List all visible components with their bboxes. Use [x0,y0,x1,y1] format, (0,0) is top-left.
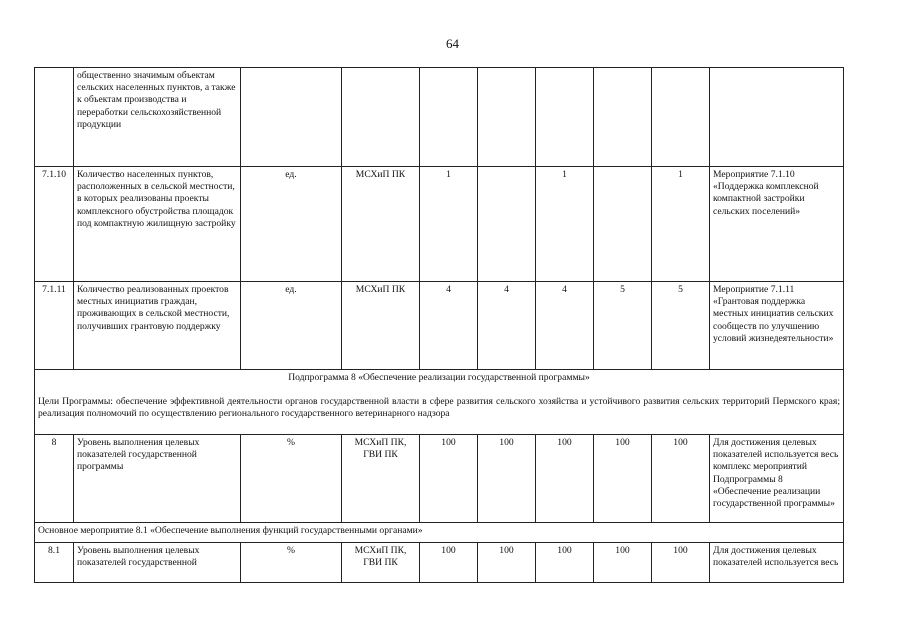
executor-cell [342,68,420,167]
table-row [35,435,844,523]
indicator-name: Уровень выполнения целевых показателей государственной [74,543,241,583]
value-cell [536,68,594,167]
main-measure-row [35,523,844,543]
value-cell: 100 [536,435,594,523]
table-row [35,282,844,370]
executor-cell: МСХиП ПК [342,282,420,370]
measure-cell: Для достижения целевых показателей используется весь комплекс мероприятий Подпрограммы 8 «Обеспечение реализации государственной программы» [710,435,844,523]
row-number [35,68,74,167]
value-cell: 100 [420,543,478,583]
row-number: 8.1 [35,543,74,583]
measure-cell: Мероприятие 7.1.11 «Грантовая поддержка местных инициатив сельских сообществ по улучшению условий жизнедеятельности» [710,282,844,370]
indicator-name: Количество реализованных проектов местных инициатив граждан, проживающих в сельской местности, получивших грантовую поддержку [74,282,241,370]
value-cell: 4 [536,282,594,370]
measure-cell: Для достижения целевых показателей используется весь [710,543,844,583]
indicator-name: Уровень выполнения целевых показателей государственной программы [74,435,241,523]
value-cell: 5 [652,282,710,370]
subprogram-section [35,370,844,435]
value-cell: 100 [420,435,478,523]
value-cell: 1 [420,167,478,282]
value-cell: 1 [536,167,594,282]
row-number: 8 [35,435,74,523]
executor-cell: МСХиП ПК, ГВИ ПК [342,435,420,523]
measure-cell [710,68,844,167]
table-row [35,167,844,282]
row-number: 7.1.11 [35,282,74,370]
value-cell [594,167,652,282]
value-cell: 4 [478,282,536,370]
table-row [35,68,844,167]
executor-cell: МСХиП ПК, ГВИ ПК [342,543,420,583]
value-cell: 100 [594,435,652,523]
value-cell: 100 [536,543,594,583]
value-cell: 100 [478,435,536,523]
value-cell: 5 [594,282,652,370]
table-row [35,543,844,583]
unit-cell: ед. [241,282,342,370]
executor-cell: МСХиП ПК [342,167,420,282]
subprogram-row [35,370,844,435]
value-cell: 100 [478,543,536,583]
value-cell [594,68,652,167]
main-measure-title: Основное мероприятие 8.1 «Обеспечение выполнения функций государственными органами» [35,523,844,543]
subprogram-title: Подпрограмма 8 «Обеспечение реализации государственной программы» [288,372,590,383]
value-cell: 100 [652,543,710,583]
page-number: 64 [446,36,459,51]
value-cell: 1 [652,167,710,282]
measure-cell: Мероприятие 7.1.10 «Поддержка комплексной компактной застройки сельских поселений» [710,167,844,282]
unit-cell: % [241,435,342,523]
unit-cell: ед. [241,167,342,282]
value-cell [478,68,536,167]
unit-cell: % [241,543,342,583]
value-cell [652,68,710,167]
value-cell: 100 [594,543,652,583]
unit-cell [241,68,342,167]
value-cell [478,167,536,282]
value-cell [420,68,478,167]
indicator-name: общественно значимым объектам сельских населенных пунктов, а также к объектам производства и переработки сельскохозяйственной продукции [74,68,241,167]
row-number: 7.1.10 [35,167,74,282]
value-cell: 100 [652,435,710,523]
subprogram-goals: Цели Программы: обеспечение эффективной деятельности органов государственной власти в сфере развития сельского хозяйства и устойчивого развития сельских территорий Пермского края; реализация полномочий по осуществлению регионального государственного ветеринарного надзора [38,396,840,420]
value-cell: 4 [420,282,478,370]
indicator-name: Количество населенных пунктов, расположенных в сельской местности, в которых реализованы проекты комплексного обустройства площадок под компактную жилищную застройку [74,167,241,282]
indicators-table [34,67,844,583]
